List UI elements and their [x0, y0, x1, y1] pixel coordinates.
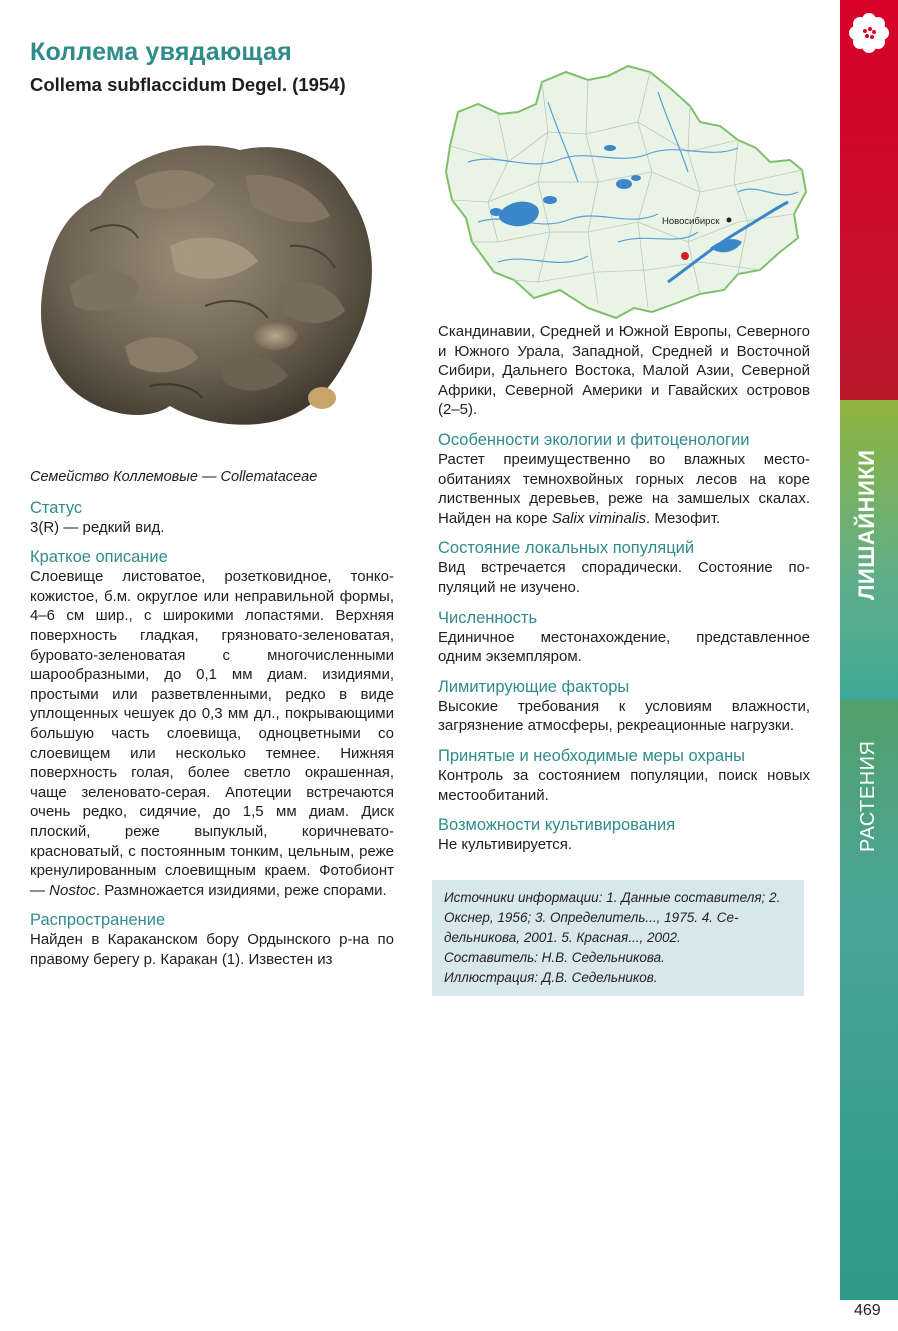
- host-species: Salix viminalis: [551, 509, 647, 527]
- ecology-text: [438, 450, 810, 528]
- latin-name: Collema subflaccidum Degel. (1954): [30, 74, 346, 95]
- region-outline: [446, 66, 806, 318]
- sidebar-section-label: ЛИШАЙНИКИ: [854, 449, 879, 600]
- cultivation-heading: Возможности культивирования: [438, 816, 676, 835]
- family-latin: Collemataceae: [220, 469, 318, 485]
- status-heading: Статус: [30, 498, 83, 517]
- ecology-heading: Особенности экологии и фитоценологии: [438, 430, 750, 449]
- illustrator-text: Иллюстрация: Д.В. Седельников.: [444, 970, 658, 985]
- ecology-text-part-2: . Мезофит.: [646, 509, 721, 527]
- description-text: [30, 567, 394, 900]
- sources-text: Источники информации: 1. Данные составителя; 2. Окснер, 1956; 3. Определитель..., 1975. 4. Седельникова, 2001. 5. Красная..., 2002.: [444, 890, 781, 945]
- description-text-part-1: Слоевище листоватое, розетковидное, тонкокожистое, б.м. округлое или неправильной формы, 4–6 см шир., с широкими лопастями. Верхняя поверхность гладкая, грязновато-зеленоватая, буровато-зеленоватая с многочисленными шарообразными, до 0,1 мм диам. изидиями, простыми или разветвленными, редко в виде уплощенных чешуек до 0,3 мм дл., покрывающими большую часть слоевища, одноцветными со слоевищем или несколько темнее. Нижняя поверхность голая, более светло окрашенная, чаще зеленовато-серая. Апотеции встречаются очень редко, сидячие, до 1,5 мм диам. Диск плоский, реже выпуклый, коричневато-красноватый, с постоянным тонким, цельным, реже кренулированным слоевищным краем. Фотобионт —: [30, 568, 394, 899]
- lichen-illustration: [30, 136, 392, 436]
- family-label: Семейство Коллемовые —: [30, 469, 221, 485]
- left-column: [30, 468, 394, 969]
- protection-text: Контроль за состоянием популяции, поиск новых местообитаний.: [438, 766, 810, 804]
- family-line: [30, 468, 394, 488]
- photobiont-name: Nostoc: [49, 881, 96, 899]
- sidebar-red-band: [840, 0, 898, 400]
- population-heading: Состояние локальных популяций: [438, 539, 695, 558]
- distribution-heading: Распространение: [30, 911, 166, 930]
- compiler-text: Составитель: Н.В. Седельникова.: [444, 950, 665, 965]
- population-text: Вид встречается спорадически. Состояние популяций не изучено.: [438, 559, 810, 596]
- city-label-novosibirsk: Новосибирск: [662, 216, 720, 227]
- section-sidebar: [840, 0, 898, 1300]
- description-heading: Краткое описание: [30, 548, 168, 567]
- status-text: 3(R) — редкий вид.: [30, 518, 165, 536]
- sidebar-category-label: РАСТЕНИЯ: [857, 740, 879, 852]
- limiting-text: Высокие требования к условиям влажности, загрязнение атмосферы, рекреационные нагрузки.: [438, 697, 810, 735]
- page-title: Коллема увядающая: [30, 38, 292, 66]
- limiting-heading: Лимитирующие факторы: [438, 677, 630, 696]
- distribution-text: Найден в Караканском бору Ордынского р-на по правому берегу р. Каракан (1). Известен из: [30, 931, 394, 968]
- location-marker: [681, 252, 689, 260]
- ecology-text-part-1: Растет преимущественно во влажных местообитаниях темнохвойных горных лесов на коре лиственных деревьев, реже на замшелых скалах. Найден на коре: [438, 450, 810, 527]
- distribution-map: [438, 42, 810, 324]
- protection-heading: Принятые и необходимые меры охраны: [438, 746, 746, 765]
- abundance-text: Единичное местонахождение, представленное одним экземпляром.: [438, 628, 810, 666]
- sources-box: [432, 880, 804, 996]
- right-column: [438, 322, 810, 855]
- abundance-heading: Численность: [438, 608, 538, 627]
- page-number: 469: [854, 1302, 881, 1319]
- description-text-part-2: . Размножается изидиями, реже спорами.: [95, 881, 387, 899]
- cultivation-text: Не культивируется.: [438, 836, 573, 854]
- flower-emblem-icon: [848, 12, 890, 54]
- distribution-continued: Скандинавии, Средней и Южной Европы, Северного и Южного Урала, Западной, Средней и Восточной Сибири, Дальнего Востока, Малой Азии, Северной Африки, Северной Америки и Гавайских островов (2–5).: [438, 323, 810, 419]
